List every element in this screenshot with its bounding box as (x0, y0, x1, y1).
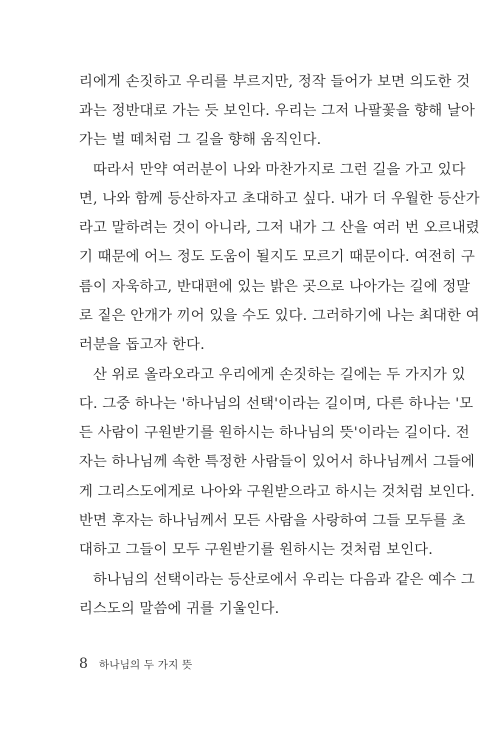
paragraph-first-line: 따라서 만약 여러분이 나와 마찬가지로 그런 길을 가고 있다 (93, 162, 466, 178)
paragraph-first-line: 산 위로 올라오라고 우리에게 손짓하는 길에는 두 가지가 있 (93, 367, 466, 383)
text-line: 러분을 돕고자 한다. (79, 337, 205, 353)
page-number: 8 (79, 656, 88, 672)
text-line: 대하고 그들이 모두 구원받기를 원하시는 것처럼 보인다. (79, 542, 433, 558)
text-line: 리에게 손짓하고 우리를 부르지만, 정작 들어가 보면 의도한 것 (79, 74, 471, 90)
paragraph-first-line: 하나님의 선택이라는 등산로에서 우리는 다음과 같은 예수 그 (93, 572, 475, 588)
page-footer (79, 653, 192, 672)
text-line: 든 사람이 구원받기를 원하시는 하나님의 뜻'이라는 길이다. 전 (79, 425, 470, 441)
text-line: 라고 말하려는 것이 아니라, 그저 내가 그 산을 여러 번 오르내렸 (79, 220, 480, 236)
text-line: 게 그리스도에게로 나아와 구원받으라고 하시는 것처럼 보인다. (79, 484, 475, 500)
text-line: 름이 자욱하고, 반대편에 있는 밝은 곳으로 나아가는 길에 정말 (79, 279, 471, 295)
text-line: 면, 나와 함께 등산하자고 초대하고 싶다. 내가 더 우월한 등산가 (79, 191, 480, 207)
text-line: 다. 그중 하나는 '하나님의 선택'이라는 길이며, 다른 하나는 '모 (79, 396, 474, 412)
text-line: 기 때문에 어느 정도 도움이 될지도 모르기 때문이다. 여전히 구 (79, 249, 475, 265)
text-line: 자는 하나님께 속한 특정한 사람들이 있어서 하나님께서 그들에 (79, 454, 475, 470)
text-line: 리스도의 말씀에 귀를 기울인다. (79, 601, 280, 617)
text-line: 가는 벌 떼처럼 그 길을 향해 움직인다. (79, 132, 322, 148)
running-title: 하나님의 두 가지 뜻 (99, 659, 193, 671)
text-line: 반면 후자는 하나님께서 모든 사람을 사랑하여 그들 모두를 초 (79, 513, 466, 529)
text-line: 과는 정반대로 가는 듯 보인다. 우리는 그저 나팔꽃을 향해 날아 (79, 103, 475, 119)
text-line: 로 짙은 안개가 끼어 있을 수도 있다. 그러하기에 나는 최대한 여 (79, 308, 480, 324)
